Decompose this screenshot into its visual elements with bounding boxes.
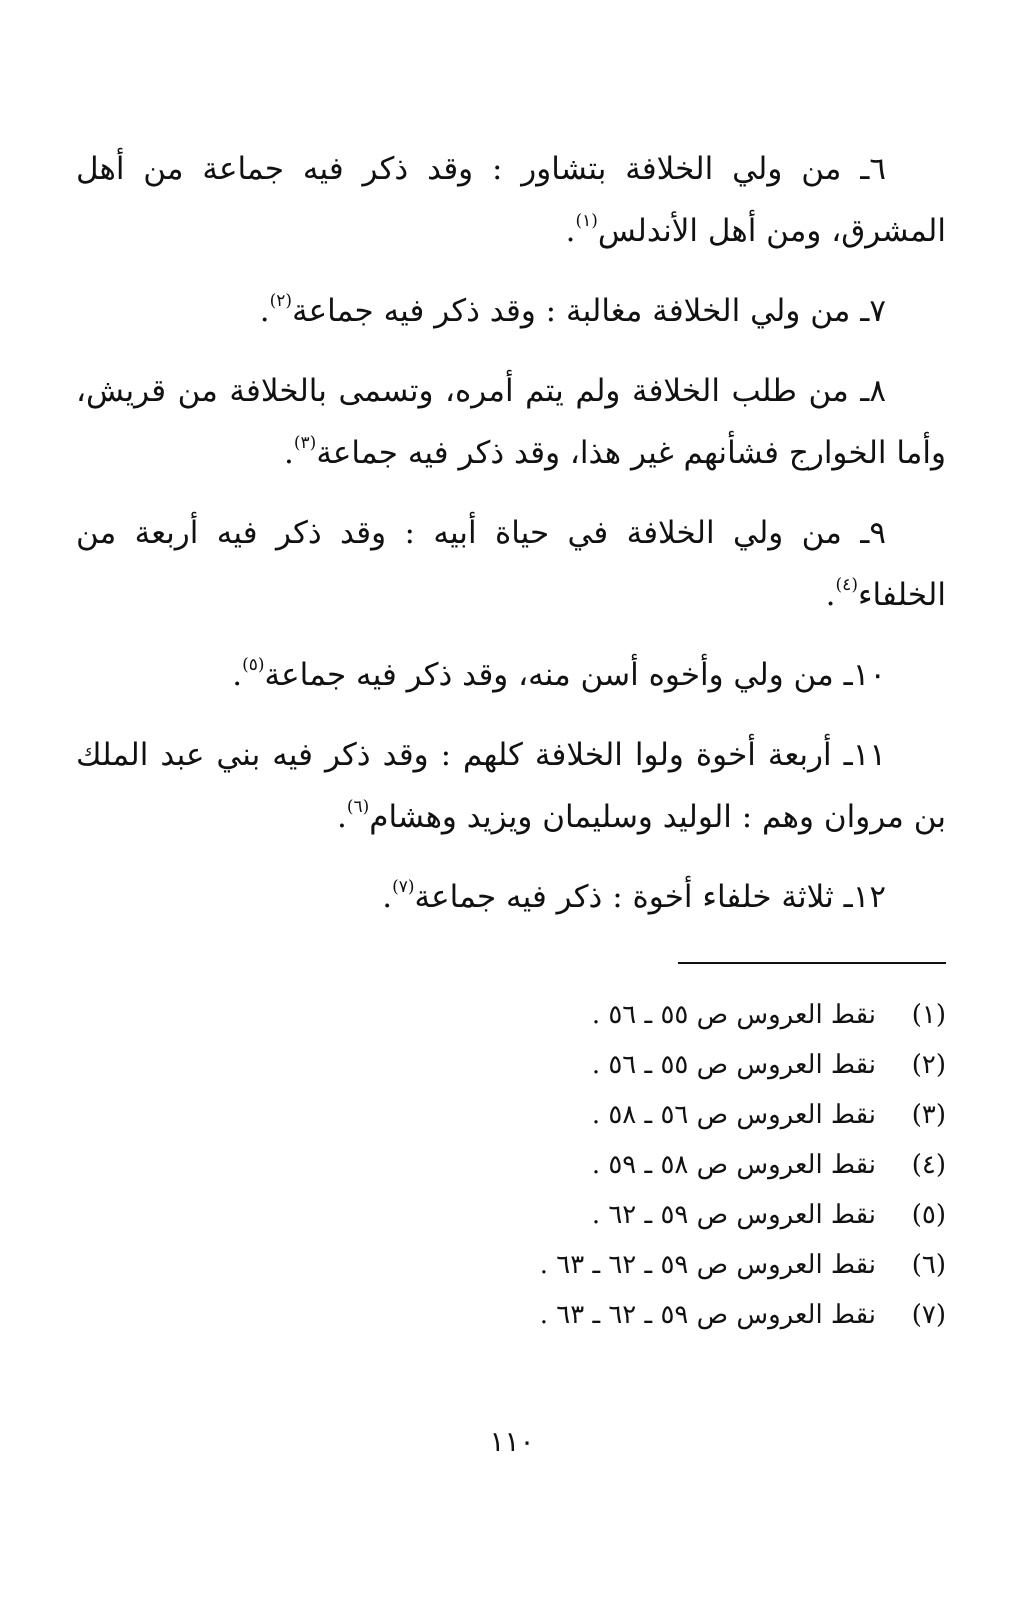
footnote-text: نقط العروس ص ٥٩ ـ ٦٢ ـ ٦٣ . bbox=[539, 1300, 876, 1330]
paragraph-7: ٧ـ من ولي الخلافة مغالبة : وقد ذكر فيه جماعة$^{(٢)}$. bbox=[259, 290, 886, 329]
footnote-ref[interactable]: (٢) bbox=[269, 290, 293, 311]
body-text bbox=[76, 138, 946, 946]
footnote-item bbox=[346, 990, 946, 1040]
footnote-text: نقط العروس ص ٥٨ ـ ٥٩ . bbox=[591, 1150, 876, 1180]
footnote-number: (١) bbox=[911, 1000, 946, 1030]
footnote-text: نقط العروس ص ٥٦ ـ ٥٨ . bbox=[591, 1100, 876, 1130]
footnote-ref[interactable]: (٥) bbox=[242, 654, 265, 675]
footnote-text: نقط العروس ص ٥٩ ـ ٦٢ ـ ٦٣ . bbox=[539, 1250, 876, 1280]
footnote-number: (٤) bbox=[911, 1150, 946, 1180]
footnote-number: (٦) bbox=[911, 1250, 946, 1280]
paragraph-12: ١٢ـ ثلاثة خلفاء أخوة : ذكر فيه جماعة$^{(٧)}$. bbox=[382, 876, 886, 915]
footnote-ref[interactable]: (٤) bbox=[835, 574, 858, 595]
footnote-item bbox=[346, 1190, 946, 1240]
footnotes-list bbox=[346, 990, 946, 1340]
footnote-item bbox=[346, 1140, 946, 1190]
footnote-number: (٢) bbox=[911, 1050, 946, 1080]
footnote-ref[interactable]: (١) bbox=[575, 210, 598, 231]
paragraph-8: ٨ـ من طلب الخلافة ولم يتم أمره، وتسمى بالخلافة من قريش، وأما الخوارج فشأنهم غير هذا، وقد ذكر فيه جماعة$^{(٣)}$. bbox=[76, 373, 946, 471]
footnote-item bbox=[346, 1240, 946, 1290]
footnote-item bbox=[346, 1290, 946, 1340]
footnote-number: (٥) bbox=[911, 1200, 946, 1230]
footnote-text: نقط العروس ص ٥٩ ـ ٦٢ . bbox=[591, 1200, 876, 1230]
footnote-text: نقط العروس ص ٥٥ ـ ٥٦ . bbox=[591, 1000, 876, 1030]
footnote-number: (٧) bbox=[911, 1300, 946, 1330]
footnote-divider bbox=[678, 962, 946, 964]
paragraph-9: ٩ـ من ولي الخلافة في حياة أبيه : وقد ذكر فيه أربعة من الخلفاء$^{(٤)}$. bbox=[76, 515, 946, 613]
footnote-ref[interactable]: (٦) bbox=[346, 796, 370, 817]
paragraph-11: ١١ـ أربعة أخوة ولوا الخلافة كلهم : وقد ذكر فيه بني عبد الملك بن مروان وهم : الوليد وسليمان ويزيد وهشام$^{(٦)}$. bbox=[76, 737, 946, 835]
footnote-ref[interactable]: (٣) bbox=[293, 432, 317, 453]
paragraph-6: ٦ـ من ولي الخلافة بتشاور : وقد ذكر فيه جماعة من أهل المشرق، ومن أهل الأندلس$^{(١)}$. bbox=[76, 151, 946, 249]
footnote-item bbox=[346, 1040, 946, 1090]
paragraph-10: ١٠ـ من ولي وأخوه أسن منه، وقد ذكر فيه جماعة$^{(٥)}$. bbox=[232, 654, 886, 693]
footnote-text: نقط العروس ص ٥٥ ـ ٥٦ . bbox=[591, 1050, 876, 1080]
footnote-ref[interactable]: (٧) bbox=[392, 876, 415, 897]
footnote-item bbox=[346, 1090, 946, 1140]
page-number: ١١٠ bbox=[489, 1425, 535, 1458]
footnote-number: (٣) bbox=[911, 1100, 946, 1130]
